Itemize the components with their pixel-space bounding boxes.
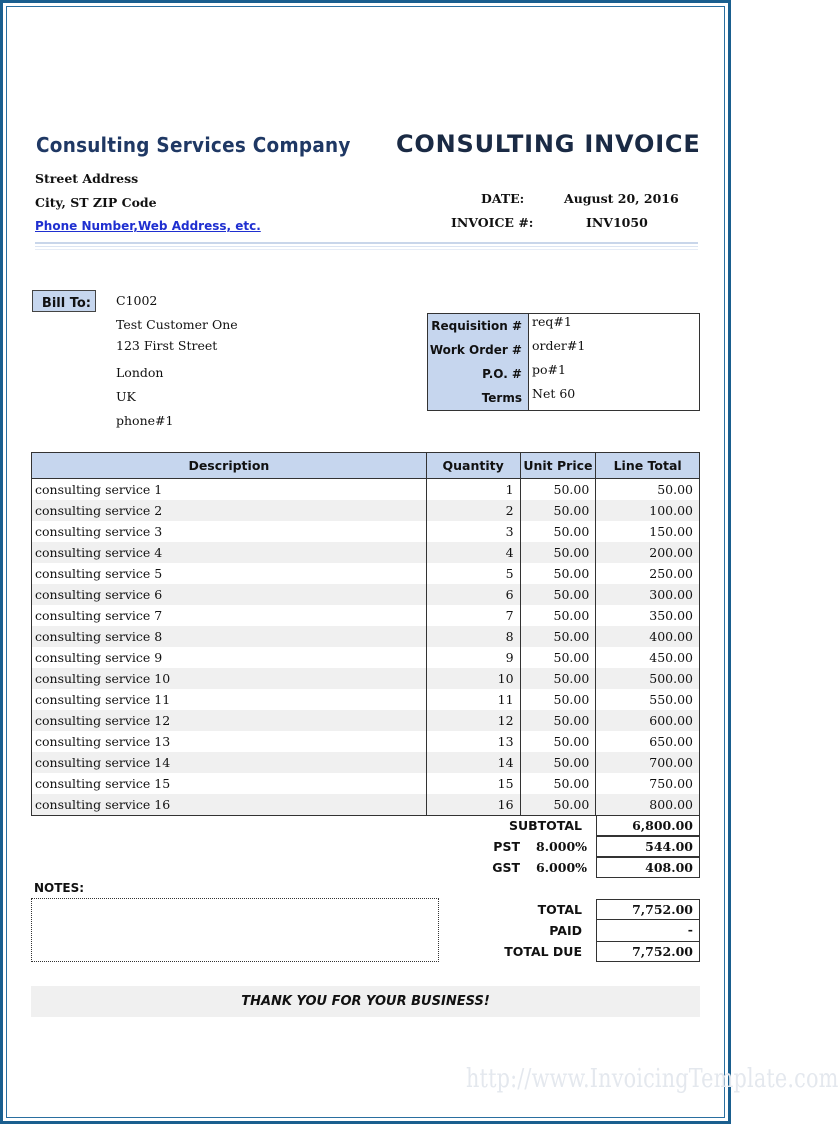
item-description[interactable]: consulting service 13: [35, 734, 171, 749]
meta-label: Terms: [428, 386, 529, 411]
item-description[interactable]: consulting service 4: [32, 542, 427, 563]
bill-to-line: phone#1: [116, 413, 174, 428]
item-description[interactable]: consulting service 8: [32, 626, 427, 647]
company-name: Consulting Services Company: [36, 133, 351, 157]
item-unit-price[interactable]: 50.00: [520, 479, 596, 501]
item-line-total[interactable]: 750.00: [596, 773, 700, 794]
item-line-total[interactable]: 450.00: [596, 647, 700, 668]
table-row: [32, 689, 700, 710]
table-header-row: [32, 453, 700, 479]
meta-label: Work Order #: [428, 338, 529, 362]
item-quantity[interactable]: 1: [426, 479, 520, 501]
column-header-quantity: Quantity: [426, 453, 520, 479]
item-quantity[interactable]: 13: [426, 731, 520, 752]
paid-label: PAID: [549, 923, 582, 938]
item-quantity[interactable]: 2: [426, 500, 520, 521]
thank-you-banner: THANK YOU FOR YOUR BUSINESS!: [31, 986, 700, 1017]
line-items-table: [31, 452, 700, 816]
invoice-title: CONSULTING INVOICE: [396, 130, 701, 158]
item-quantity[interactable]: 5: [426, 563, 520, 584]
bill-to-line: 123 First Street: [116, 338, 218, 353]
item-line-total[interactable]: 500.00: [596, 668, 700, 689]
item-unit-price[interactable]: 50.00: [520, 563, 596, 584]
item-line-total[interactable]: 100.00: [596, 500, 700, 521]
item-unit-price[interactable]: 50.00: [520, 752, 596, 773]
item-quantity[interactable]: 11: [426, 689, 520, 710]
item-unit-price[interactable]: 50.00: [520, 731, 596, 752]
item-quantity[interactable]: 10: [426, 668, 520, 689]
table-row: [32, 626, 700, 647]
item-description[interactable]: consulting service 5: [35, 566, 163, 581]
item-description[interactable]: consulting service 11: [35, 692, 171, 707]
item-line-total[interactable]: 300.00: [596, 584, 700, 605]
column-header-description: Description: [32, 453, 427, 479]
item-unit-price[interactable]: 50.00: [520, 605, 596, 626]
subtotal-label: SUBTOTAL: [508, 818, 582, 833]
order-meta-table: [427, 313, 700, 411]
subtotal-value: 6,800.00: [596, 815, 700, 836]
item-quantity[interactable]: 4: [426, 542, 520, 563]
paid-value[interactable]: -: [596, 920, 700, 941]
item-quantity[interactable]: 3: [426, 521, 520, 542]
pst-rate: 8.000%: [536, 839, 588, 854]
company-city: City, ST ZIP Code: [35, 195, 157, 210]
bill-to-line: C1002: [116, 293, 158, 308]
meta-row: [428, 314, 700, 339]
meta-value[interactable]: order#1: [532, 338, 586, 353]
item-unit-price[interactable]: 50.00: [520, 626, 596, 647]
watermark: http://www.InvoicingTemplate.com: [466, 1064, 839, 1094]
table-row: [32, 731, 700, 752]
item-description[interactable]: consulting service 3: [35, 524, 163, 539]
table-row: [32, 752, 700, 773]
date-value: August 20, 2016: [564, 191, 679, 206]
column-header-line-total: Line Total: [596, 453, 700, 479]
item-line-total[interactable]: 600.00: [596, 710, 700, 731]
bill-to-label: Bill To:: [32, 290, 96, 312]
gst-value: 408.00: [596, 857, 700, 878]
item-unit-price[interactable]: 50.00: [520, 794, 596, 816]
item-line-total[interactable]: 400.00: [596, 626, 700, 647]
item-unit-price[interactable]: 50.00: [520, 710, 596, 731]
table-row: [32, 647, 700, 668]
item-description[interactable]: consulting service 7: [35, 608, 163, 623]
meta-row: [428, 386, 700, 411]
table-row: [32, 668, 700, 689]
meta-value[interactable]: Net 60: [532, 386, 576, 401]
meta-row: [428, 338, 700, 362]
meta-value[interactable]: req#1: [532, 314, 572, 329]
header-divider-2: [35, 246, 698, 247]
item-line-total[interactable]: 700.00: [596, 752, 700, 773]
item-description[interactable]: consulting service 1: [35, 482, 163, 497]
item-quantity[interactable]: 14: [426, 752, 520, 773]
notes-field[interactable]: [31, 898, 439, 962]
table-row: [32, 542, 700, 563]
table-row: [32, 584, 700, 605]
bill-to-line: UK: [116, 389, 136, 404]
item-quantity[interactable]: 6: [426, 584, 520, 605]
item-quantity[interactable]: 15: [426, 773, 520, 794]
column-header-unit-price: Unit Price: [520, 453, 596, 479]
item-description[interactable]: consulting service 14: [32, 752, 427, 773]
total-due-value: 7,752.00: [596, 941, 700, 962]
date-label: DATE:: [481, 191, 525, 206]
item-line-total[interactable]: 800.00: [596, 794, 700, 816]
total-due-label: TOTAL DUE: [504, 944, 582, 959]
table-row: [32, 773, 700, 794]
item-line-total[interactable]: 550.00: [596, 689, 700, 710]
total-value: 7,752.00: [596, 899, 700, 920]
item-unit-price[interactable]: 50.00: [520, 584, 596, 605]
invoice-number-label: INVOICE #:: [451, 215, 534, 230]
item-unit-price[interactable]: 50.00: [520, 773, 596, 794]
pst-label: PST: [493, 839, 520, 854]
item-unit-price[interactable]: 50.00: [520, 521, 596, 542]
header-divider: [35, 242, 698, 244]
item-line-total[interactable]: 250.00: [596, 563, 700, 584]
item-description[interactable]: consulting service 2: [32, 500, 427, 521]
item-quantity[interactable]: 7: [426, 605, 520, 626]
pst-value: 544.00: [596, 836, 700, 857]
item-quantity[interactable]: 9: [426, 647, 520, 668]
item-description[interactable]: consulting service 15: [35, 776, 171, 791]
item-unit-price[interactable]: 50.00: [520, 500, 596, 521]
meta-value[interactable]: po#1: [532, 362, 566, 377]
meta-label: P.O. #: [428, 362, 529, 386]
item-unit-price[interactable]: 50.00: [520, 668, 596, 689]
item-unit-price[interactable]: 50.00: [520, 542, 596, 563]
item-unit-price[interactable]: 50.00: [520, 689, 596, 710]
item-line-total[interactable]: 200.00: [596, 542, 700, 563]
item-line-total[interactable]: 150.00: [596, 521, 700, 542]
company-contact-link[interactable]: Phone Number,Web Address, etc.: [35, 219, 261, 233]
item-description[interactable]: consulting service 9: [35, 650, 163, 665]
item-description[interactable]: consulting service 6: [32, 584, 427, 605]
item-quantity[interactable]: 8: [426, 626, 520, 647]
meta-row: [428, 362, 700, 386]
item-line-total[interactable]: 350.00: [596, 605, 700, 626]
table-row: [32, 521, 700, 542]
table-row: [32, 794, 700, 816]
item-quantity[interactable]: 12: [426, 710, 520, 731]
item-unit-price[interactable]: 50.00: [520, 647, 596, 668]
table-row: [32, 479, 700, 501]
item-quantity[interactable]: 16: [426, 794, 520, 816]
company-street: Street Address: [35, 171, 139, 186]
table-row: [32, 563, 700, 584]
bill-to-line: London: [116, 365, 164, 380]
item-description[interactable]: consulting service 10: [32, 668, 427, 689]
gst-label: GST: [492, 860, 520, 875]
invoice-number-value: INV1050: [586, 215, 648, 230]
item-line-total[interactable]: 50.00: [596, 479, 700, 501]
bill-to-line: Test Customer One: [116, 317, 238, 332]
notes-label: NOTES:: [34, 881, 85, 895]
total-label: TOTAL: [537, 902, 582, 917]
gst-rate: 6.000%: [536, 860, 588, 875]
table-row: [32, 500, 700, 521]
item-description[interactable]: consulting service 16: [32, 794, 427, 816]
meta-label: Requisition #: [428, 314, 529, 339]
header-divider-3: [35, 249, 698, 250]
item-description[interactable]: consulting service 12: [32, 710, 427, 731]
table-row: [32, 710, 700, 731]
table-row: [32, 605, 700, 626]
item-line-total[interactable]: 650.00: [596, 731, 700, 752]
